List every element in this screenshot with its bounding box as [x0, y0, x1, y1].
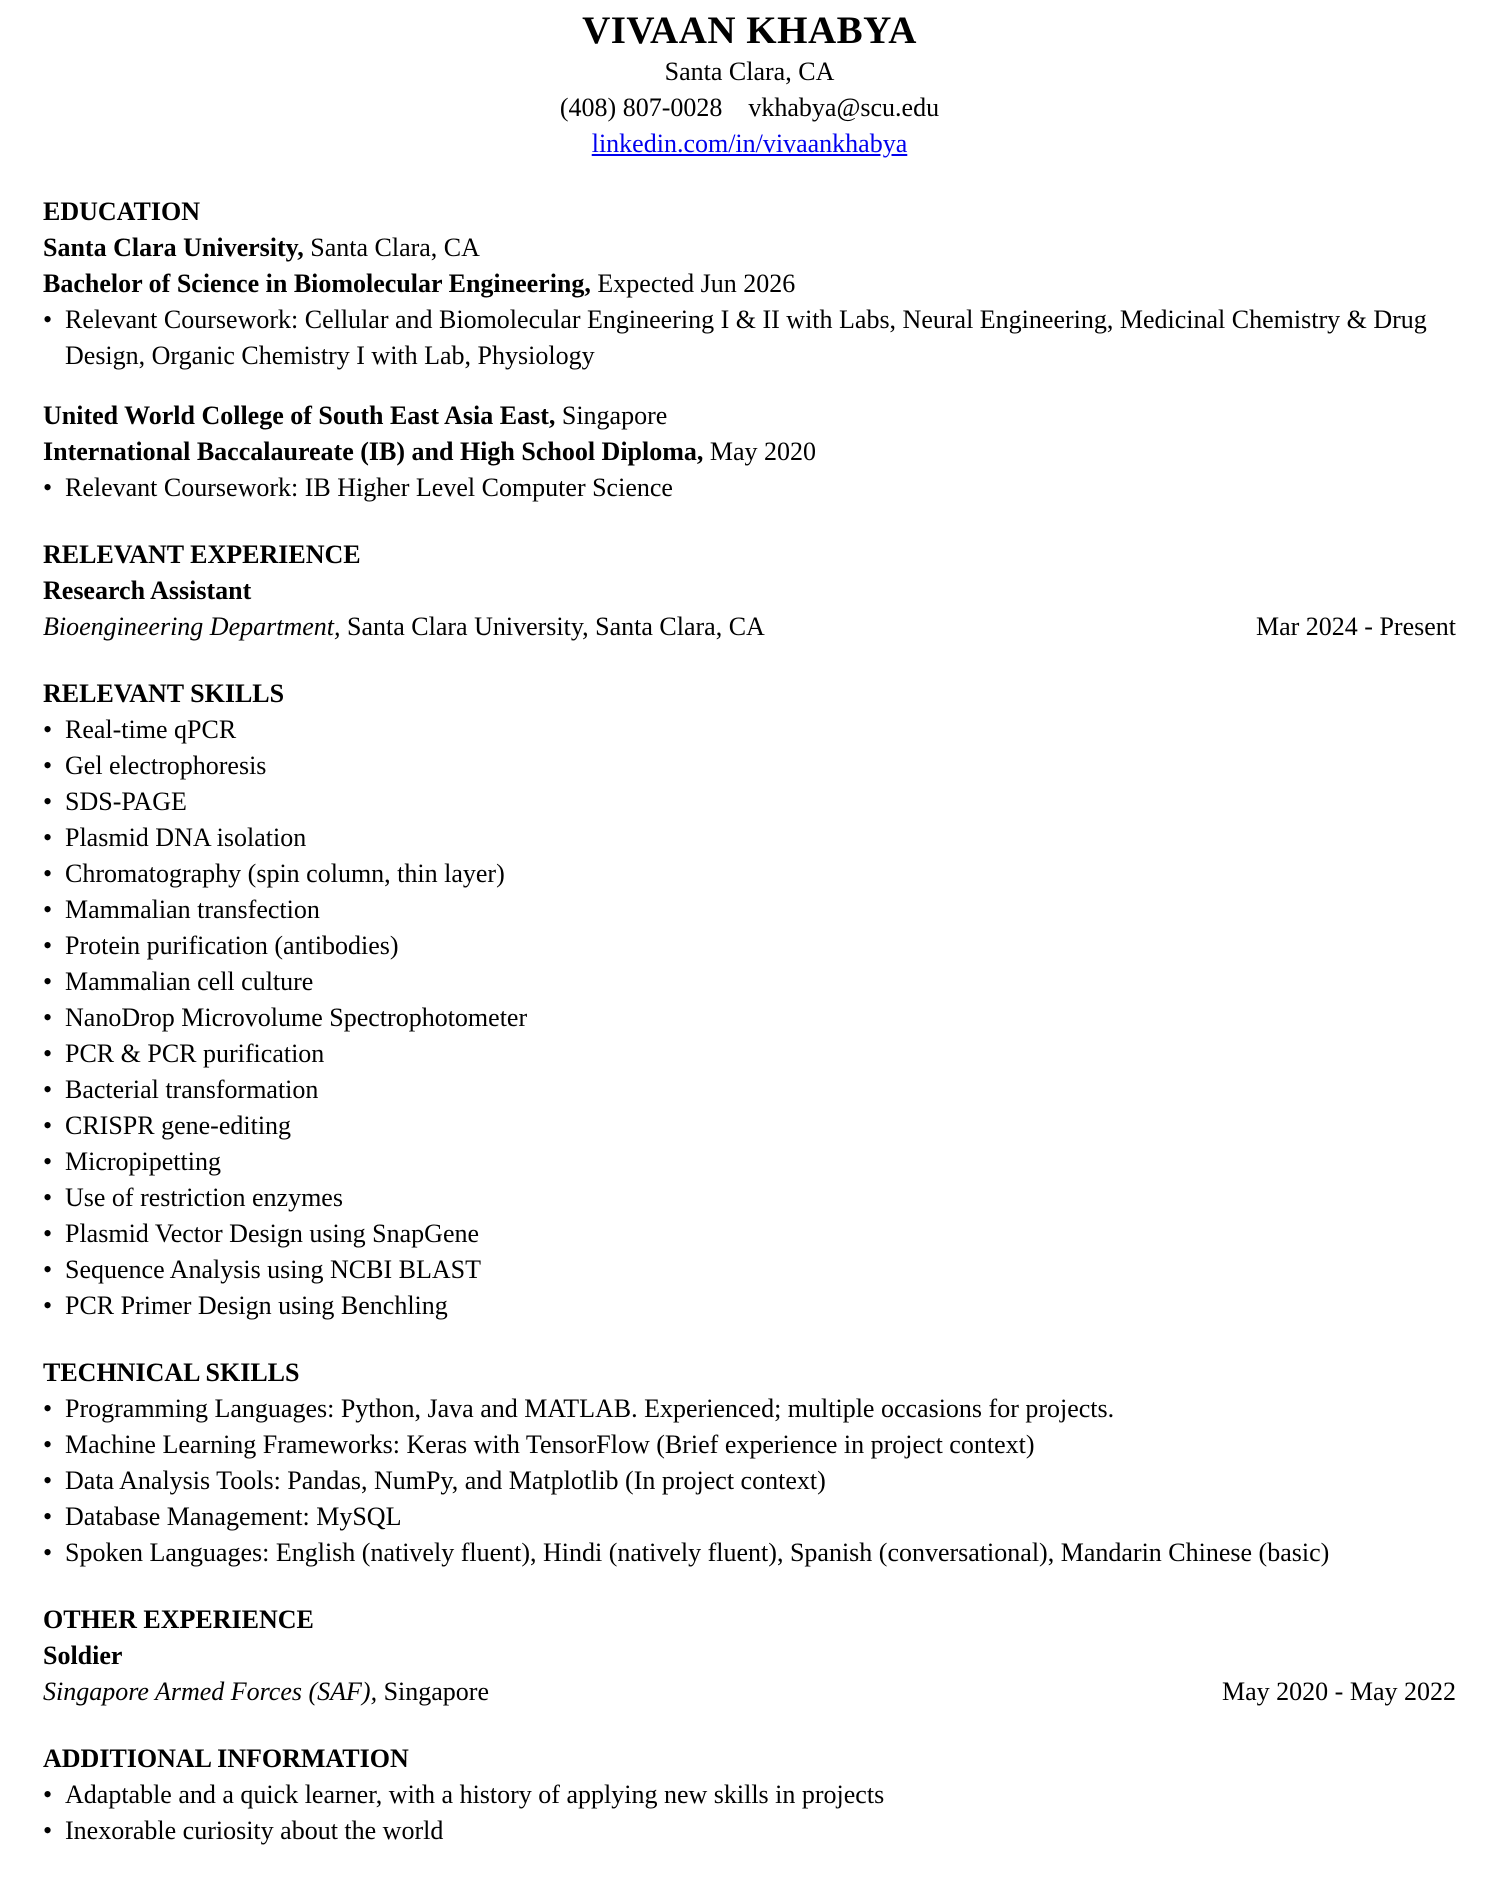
list-item: • Plasmid DNA isolation: [43, 820, 1456, 856]
list-item: • Data Analysis Tools: Pandas, NumPy, and Matplotlib (In project context): [43, 1463, 1456, 1499]
job-org-row: [43, 1674, 1456, 1710]
list-item: • SDS-PAGE: [43, 784, 1456, 820]
job-title: Research Assistant: [43, 576, 252, 605]
technical-skills-heading: TECHNICAL SKILLS: [43, 1358, 300, 1387]
job-location: Singapore: [377, 1677, 489, 1706]
job-location: Santa Clara University, Santa Clara, CA: [340, 612, 765, 641]
school-location: Singapore: [555, 401, 668, 430]
job-title: Soldier: [43, 1641, 123, 1670]
job-organization: [43, 1674, 489, 1710]
coursework-list: [43, 302, 1456, 374]
education-heading: EDUCATION: [43, 197, 200, 226]
relevant-skills-list: [43, 712, 1456, 1324]
list-item: • Database Management: MySQL: [43, 1499, 1456, 1535]
list-item: • Relevant Coursework: Cellular and Biomolecular Engineering I & II with Labs, Neural Engineering, Medicinal Chemistry & Drug Design, Organic Chemistry I with Lab, Physiology: [43, 302, 1456, 374]
education-entry-scu: [43, 230, 1456, 374]
list-item: • Protein purification (antibodies): [43, 928, 1456, 964]
linkedin-line: [43, 126, 1456, 162]
other-experience-heading: OTHER EXPERIENCE: [43, 1605, 314, 1634]
job-department: Bioengineering Department,: [43, 612, 341, 641]
candidate-location: Santa Clara, CA: [664, 57, 835, 86]
list-item: • Gel electrophoresis: [43, 748, 1456, 784]
list-item: • PCR Primer Design using Benchling: [43, 1288, 1456, 1324]
degree-line: [43, 434, 1456, 470]
school-name: United World College of South East Asia East,: [43, 401, 556, 430]
list-item: • Mammalian transfection: [43, 892, 1456, 928]
degree-name: International Baccalaureate (IB) and High School Diploma,: [43, 437, 704, 466]
degree-line: [43, 266, 1456, 302]
list-item: • Relevant Coursework: IB Higher Level Computer Science: [43, 470, 1456, 506]
technical-skills-list: [43, 1391, 1456, 1571]
degree-date: Expected Jun 2026: [590, 269, 796, 298]
job-department: Singapore Armed Forces (SAF),: [43, 1677, 378, 1706]
list-item: • Mammalian cell culture: [43, 964, 1456, 1000]
phone-number: (408) 807-0028: [559, 93, 723, 122]
list-item: • Sequence Analysis using NCBI BLAST: [43, 1252, 1456, 1288]
candidate-name: VIVAAN KHABYA: [582, 9, 917, 52]
list-item: • Inexorable curiosity about the world: [43, 1813, 1456, 1849]
job-dates: May 2020 - May 2022: [1222, 1677, 1456, 1706]
coursework-list: [43, 470, 1456, 506]
job-dates: Mar 2024 - Present: [1255, 612, 1456, 641]
school-line: [43, 398, 1456, 434]
list-item: • Chromatography (spin column, thin layer): [43, 856, 1456, 892]
resume-header: [43, 8, 1456, 162]
school-name: Santa Clara University,: [43, 233, 304, 262]
list-item: • PCR & PCR purification: [43, 1036, 1456, 1072]
list-item: • Programming Languages: Python, Java and MATLAB. Experienced; multiple occasions for projects.: [43, 1391, 1456, 1427]
linkedin-link[interactable]: linkedin.com/in/vivaankhabya: [591, 129, 908, 158]
education-entry-uwcsea: [43, 398, 1456, 506]
relevant-experience-heading: RELEVANT EXPERIENCE: [43, 540, 361, 569]
job-org-row: [43, 609, 1456, 645]
additional-information-heading: ADDITIONAL INFORMATION: [43, 1744, 409, 1773]
list-item: • Machine Learning Frameworks: Keras with TensorFlow (Brief experience in project context): [43, 1427, 1456, 1463]
list-item: • Spoken Languages: English (natively fluent), Hindi (natively fluent), Spanish (conversational), Mandarin Chinese (basic): [43, 1535, 1456, 1571]
list-item: • Adaptable and a quick learner, with a history of applying new skills in projects: [43, 1777, 1456, 1813]
list-item: • Micropipetting: [43, 1144, 1456, 1180]
list-item: • Use of restriction enzymes: [43, 1180, 1456, 1216]
contact-line: [43, 90, 1456, 126]
list-item: • Bacterial transformation: [43, 1072, 1456, 1108]
school-location: Santa Clara, CA: [303, 233, 480, 262]
list-item: • NanoDrop Microvolume Spectrophotometer: [43, 1000, 1456, 1036]
relevant-skills-heading: RELEVANT SKILLS: [43, 679, 285, 708]
job-organization: [43, 609, 765, 645]
degree-date: May 2020: [703, 437, 817, 466]
list-item: • CRISPR gene-editing: [43, 1108, 1456, 1144]
email-address: vkhabya@scu.edu: [748, 93, 940, 122]
list-item: • Real-time qPCR: [43, 712, 1456, 748]
additional-information-list: [43, 1777, 1456, 1849]
degree-name: Bachelor of Science in Biomolecular Engineering,: [43, 269, 591, 298]
list-item: • Plasmid Vector Design using SnapGene: [43, 1216, 1456, 1252]
school-line: [43, 230, 1456, 266]
